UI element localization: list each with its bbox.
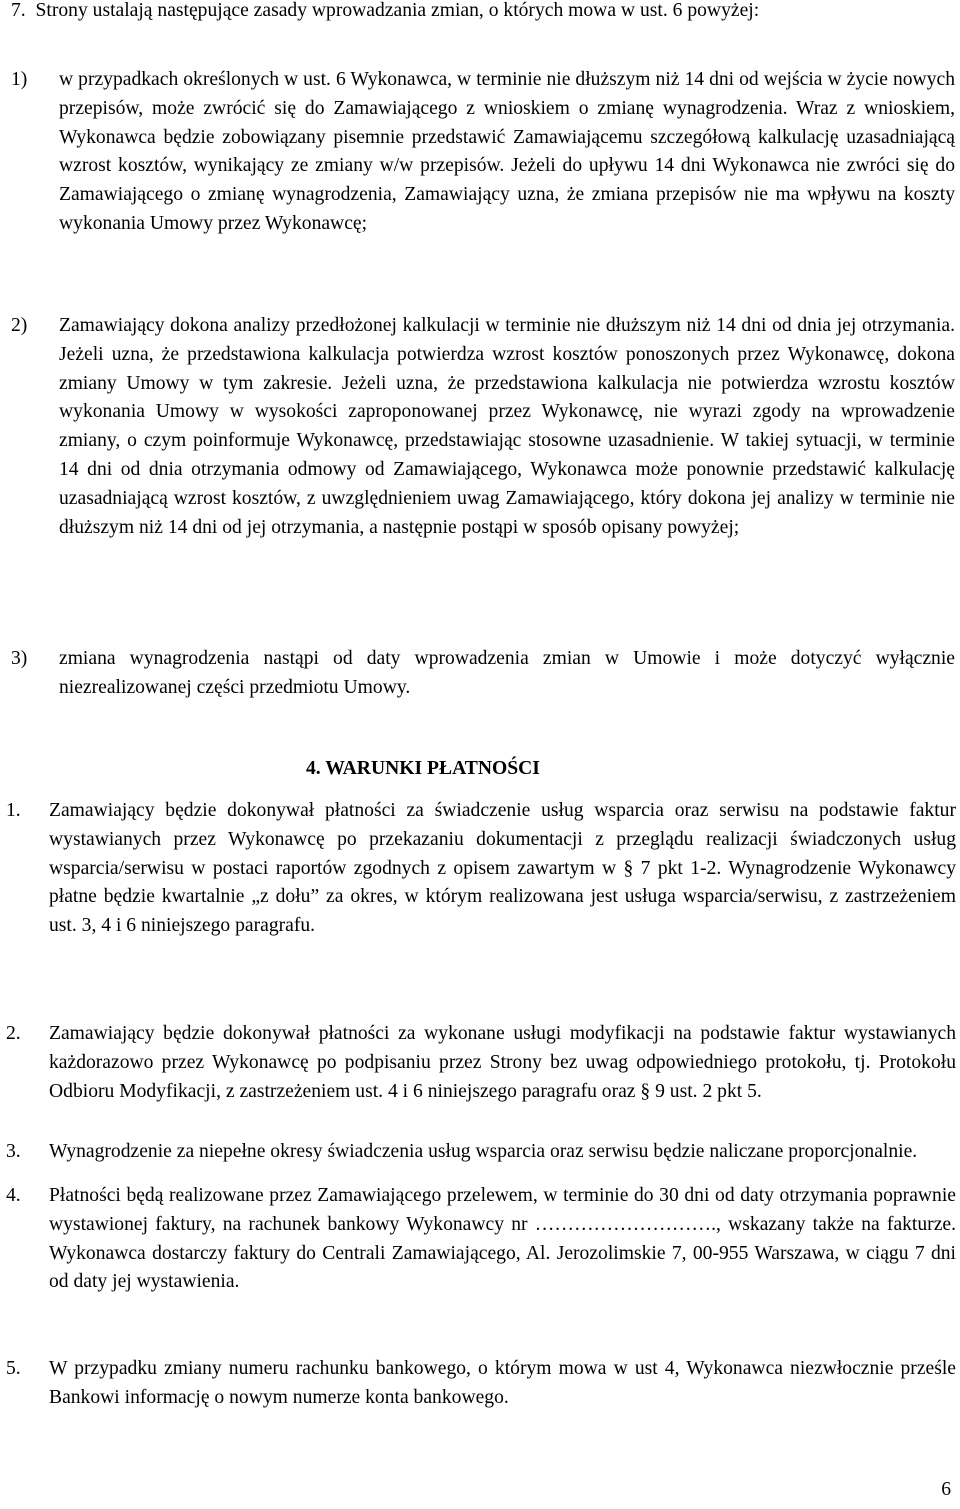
subitem-1-text: w przypadkach określonych w ust. 6 Wykonawca, w terminie nie dłuższym niż 14 dni od wejścia w życie nowych przepisów, może zwrócić się do Zamawiającego z wnioskiem o zmianę wynagrodzenia. Wraz z wnioskiem, Wykonawca będzie zobowiązany pisemnie przedstawić Zamawiającemu szczegółową kalkulację uzasadniającą wzrost kosztów, wynikający ze zmiany w/w przepisów. Jeżeli do upływu 14 dni Wykonawca nie zwróci się do Zamawiającego o zmianę wynagrodzenia, Zamawiający uzna, że zmiana przepisów nie ma wpływu na koszty wykonania Umowy przez Wykonawcę; [59, 69, 955, 234]
page-number: 6 [941, 1479, 951, 1500]
payment-item-2-text: Zamawiający będzie dokonywał płatności za wykonane usługi modyfikacji na podstawie faktur wystawianych każdorazowo przez Wykonawcę po podpisaniu przez Strony bez uwag odpowiedniego protokołu, tj. Protokołu Odbioru Modyfikacji, z zastrzeżeniem ust. 4 i 6 niniejszego paragrafu oraz § 9 ust. 2 pkt 5. [49, 1023, 956, 1102]
subitem-1-number: 1) [11, 69, 28, 90]
payment-item-4-number: 4. [6, 1185, 21, 1206]
item-7-text: Strony ustalają następujące zasady wprowadzania zmian, o których mowa w ust. 6 powyżej: [35, 0, 760, 21]
section-heading: 4. WARUNKI PŁATNOŚCI [306, 758, 540, 779]
payment-item-2-number: 2. [6, 1023, 21, 1044]
subitem-3-text: zmiana wynagrodzenia nastąpi od daty wprowadzenia zmian w Umowie i może dotyczyć wyłącznie niezrealizowanej części przedmiotu Umowy. [59, 648, 955, 698]
item-7-number: 7. [11, 0, 26, 21]
payment-item-3-number: 3. [6, 1141, 21, 1162]
payment-item-5-number: 5. [6, 1358, 21, 1379]
payment-item-5-text: W przypadku zmiany numeru rachunku bankowego, o którym mowa w ust 4, Wykonawca niezwłocznie prześle Bankowi informację o nowym numerze konta bankowego. [49, 1358, 956, 1408]
subitem-3-number: 3) [11, 648, 28, 669]
payment-item-1-number: 1. [6, 800, 21, 821]
subitem-2-text: Zamawiający dokona analizy przedłożonej kalkulacji w terminie nie dłuższym niż 14 dni od dnia jej otrzymania. Jeżeli uzna, że przedstawiona kalkulacja potwierdza wzrost kosztów ponoszonych przez Wykonawcę, dokona zmiany Umowy w tym zakresie. Jeżeli uzna, że przedstawiona kalkulacja nie potwierdza wzrostu kosztów wykonania Umowy w wysokości zaproponowanej przez Wykonawcę, nie wyrazi zgody na wprowadzenie zmiany, o czym poinformuje Wykonawcę, przedstawiając stosowne uzasadnienie. W takiej sytuacji, w terminie 14 dni od dnia otrzymania odmowy od Zamawiającego, Wykonawca może ponownie przedstawić kalkulację uzasadniającą wzrost kosztów, z uwzględnieniem uwag Zamawiającego, który dokona jej analizy w terminie nie dłuższym niż 14 dni od jej otrzymania, a następnie postąpi w sposób opisany powyżej; [59, 315, 955, 538]
subitem-2-number: 2) [11, 315, 28, 336]
payment-item-1-text: Zamawiający będzie dokonywał płatności za świadczenie usług wsparcia oraz serwisu na podstawie faktur wystawianych przez Wykonawcę po przekazaniu dokumentacji z przeglądu realizacji świadczonych usług wsparcia/serwisu w postaci raportów zgodnych z opisem zawartym w § 7 pkt 1-2. Wynagrodzenie Wykonawcy płatne będzie kwartalnie „z dołu” za okres, w którym realizowana jest usługa wsparcia/serwisu, z zastrzeżeniem ust. 3, 4 i 6 niniejszego paragrafu. [49, 800, 956, 937]
item-7 [11, 0, 947, 26]
payment-item-3-text: Wynagrodzenie za niepełne okresy świadczenia usług wsparcia oraz serwisu będzie naliczane proporcjonalnie. [49, 1141, 918, 1162]
payment-item-4-text: Płatności będą realizowane przez Zamawiającego przelewem, w terminie do 30 dni od daty otrzymania poprawnie wystawionej faktury, na rachunek bankowy Wykonawcy nr ………………………., wskazany także na fakturze. Wykonawca dostarczy faktury do Centrali Zamawiającego, Al. Jerozolimskie 7, 00-955 Warszawa, w ciągu 7 dni od daty jej wystawienia. [49, 1185, 956, 1293]
